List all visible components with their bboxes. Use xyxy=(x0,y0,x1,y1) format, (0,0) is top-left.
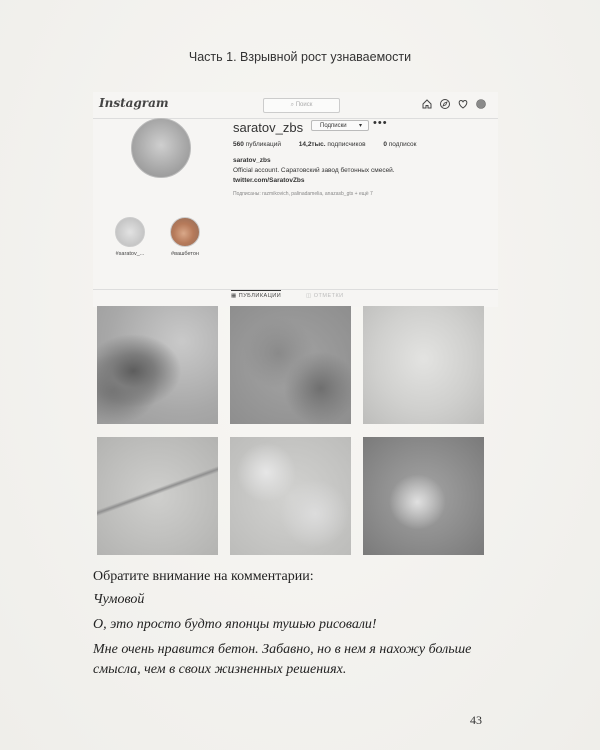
concrete-photo[interactable] xyxy=(363,437,484,555)
profile-bio xyxy=(233,156,395,186)
tab-posts[interactable]: ▦ ПУБЛИКАЦИИ xyxy=(231,290,281,299)
highlight-label: #вашбетон xyxy=(171,251,199,257)
bio-name: saratov_zbs xyxy=(233,157,271,164)
chevron-down-icon: ▾ xyxy=(358,123,362,129)
tab-tagged[interactable]: ◫ ОТМЕТКИ xyxy=(306,293,344,299)
instagram-top-bar xyxy=(93,92,498,119)
search-icon: ⌕ xyxy=(290,102,296,108)
bio-text: Official account. Саратовский завод бетонных смесей. xyxy=(233,167,395,174)
posts-count[interactable]: 560 публикаций xyxy=(233,141,281,148)
comment-quote: Мне очень нравится бетон. Забавно, но в нем я нахожу больше смысла, чем в своих жизненных решениях. xyxy=(93,642,472,677)
search-placeholder: Поиск xyxy=(295,102,313,108)
highlight-item[interactable] xyxy=(113,217,147,257)
following-button[interactable] xyxy=(311,120,369,131)
instagram-profile-screenshot xyxy=(93,92,498,307)
tag-icon: ◫ xyxy=(306,293,314,299)
highlight-thumbnail xyxy=(115,217,145,247)
concrete-photo[interactable] xyxy=(97,437,218,555)
concrete-photo[interactable] xyxy=(363,306,484,424)
highlight-item[interactable] xyxy=(168,217,202,257)
concrete-photo[interactable] xyxy=(230,437,351,555)
profile-username: saratov_zbs xyxy=(233,120,304,135)
highlight-label: #saratov_... xyxy=(115,251,145,257)
concrete-photo[interactable] xyxy=(230,306,351,424)
following-button-label: Подписки xyxy=(320,123,347,129)
explore-icon[interactable] xyxy=(439,98,451,110)
instagram-logo[interactable]: Instagram xyxy=(99,96,169,110)
profile-avatar-icon[interactable] xyxy=(475,98,487,110)
comments-intro: Обратите внимание на комментарии: xyxy=(93,569,314,584)
following-count[interactable]: 0 подписок xyxy=(383,141,417,148)
more-options-icon[interactable]: ••• xyxy=(373,117,388,129)
grid-icon: ▦ xyxy=(231,293,239,299)
body-text xyxy=(93,567,513,685)
home-icon[interactable] xyxy=(421,98,433,110)
bio-link[interactable]: twitter.com/SaratovZbs xyxy=(233,177,305,184)
followers-count[interactable]: 14,2тыс. подписчиков xyxy=(298,141,366,148)
highlight-thumbnail xyxy=(170,217,200,247)
profile-stats xyxy=(233,141,433,148)
profile-avatar[interactable] xyxy=(131,118,191,178)
profile-tabs xyxy=(93,289,498,299)
running-header: Часть 1. Взрывной рост узнаваемости xyxy=(188,50,412,64)
comment-quote: Чумовой xyxy=(93,592,145,607)
concrete-photo[interactable] xyxy=(97,306,218,424)
comment-quote: О, это просто будто японцы тушью рисовали! xyxy=(93,617,377,632)
heart-icon[interactable] xyxy=(457,98,469,110)
page-number: 43 xyxy=(470,713,482,727)
followed-by-text: Подписаны: razmikovich, palinadamelia, anazasb_gts + ещё 7 xyxy=(233,191,373,197)
search-input[interactable] xyxy=(263,98,340,113)
